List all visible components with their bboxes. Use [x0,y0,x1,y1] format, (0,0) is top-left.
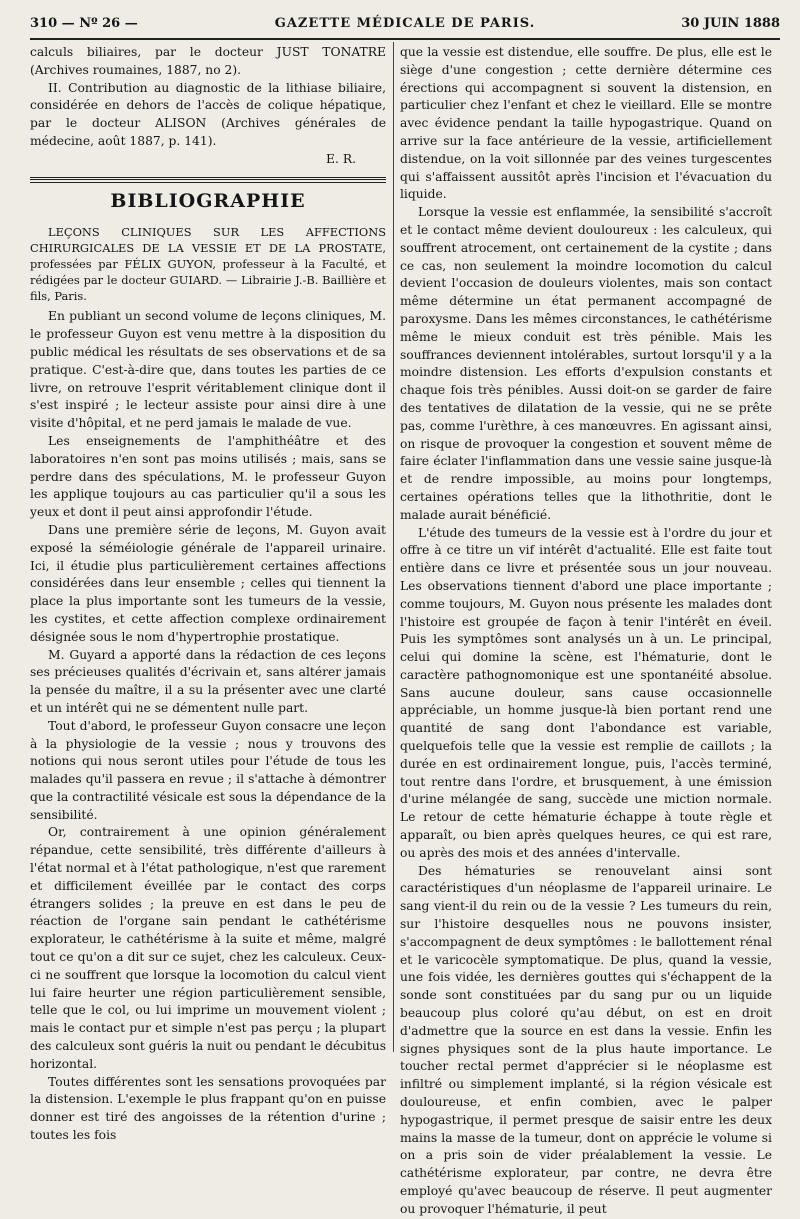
reference-1: calculs biliaires, par le docteur JUST TONATRE (Archives roumaines, 1887, no 2). [30,45,386,77]
paragraph: Dans une première série de leçons, M. Guyon avait exposé la séméiologie générale de l'appareil urinaire. Ici, il étudie plus particulièrement certaines affections considérées dans leur ensemble ; celles qui tiennent la place la plus importante sont les tumeurs de la vessie, les cystites, et cette affection complexe ordinairement désignée sous le nom d'hypertrophie prostatique. [30,522,386,644]
section-title: BIBLIOGRAPHIE [110,189,306,212]
left-column [30,44,386,1145]
paragraph: L'étude des tumeurs de la vessie est à l'ordre du jour et offre à ce titre un vif intérêt d'actualité. Elle est faite tout entière dans ce livre et présentée sous un jour nouveau. Les observations tiennent d'abord une place importante ; comme toujours, M. Guyon nous présente les malades dont l'histoire est groupée de façon à tenir l'intérêt en éveil. Puis les symptômes sont analysés un à un. Le principal, celui qui domine la scène, est l'hématurie, dont le caractère pathognomonique est une spontanéité absolue. Sans aucune douleur, sans cause occasionnelle appréciable, un homme jusque-là bien portant rend une quantité de sang dont l'abondance est variable, quelquefois telle que la vessie est remplie de caillots ; la durée en est ordinairement longue, puis, l'accès terminé, tout rentre dans l'ordre, et brusquement, à une émission d'urine mélangée de sang, succède une miction normale. Le retour de cette hématurie échappe à toute règle et apparaît, ou bien après quelques heures, ce qui est rare, ou après des mois et des années d'intervalle. [400,525,772,860]
issue-date: 30 JUIN 1888 [681,16,780,31]
paragraph: Des hématuries se renouvelant ainsi sont caractéristiques d'un néoplasme de l'appareil urinaire. Le sang vient-il du rein ou de la vessie ? Les tumeurs du rein, sur l'histoire desquelles nous ne pouvons insister, s'accompagnent de deux symptômes : le ballottement rénal et le varicocèle symptomatique. De plus, quand la vessie, une fois vidée, les dernières gouttes qui s'échappent de la sonde sont constituées par du sang pur ou un liquide beaucoup plus coloré qu'au début, on est en droit d'admettre que la source en est dans la vessie. Enfin les signes physiques sont de la plus haute importance. Le toucher rectal permet d'apprécier si le néoplasme est infiltré ou simplement implanté, si la région vésicale est douloureuse, et enfin combien, avec le palper hypogastrique, il permet presque de saisir entre les deux mains la masse de la tumeur, dont on apprécie le volume si on a pris soin de vider préalablement la vessie. Le cathétérisme explorateur, par contre, ne devra être employé qu'avec beaucoup de réserve. Il peut augmenter ou provoquer l'hématurie, il peut [400,863,772,1216]
journal-title: GAZETTE MÉDICALE DE PARIS. [274,16,536,31]
column-divider [393,42,394,1052]
paragraph: Les enseignements de l'amphithéâtre et des laboratoires n'en sont pas moins utilisés ; mais, sans se perdre dans des spéculations, M. le professeur Guyon les applique toujours au cas particulier qu'il a sous les yeux et dont il peut ainsi approfondir l'étude. [30,433,386,520]
signature: E. R. [326,151,356,166]
page-header [30,16,780,36]
right-column [400,44,772,1219]
paragraph: que la vessie est distendue, elle souffre. De plus, elle est le siège d'une congestion ; cette dernière détermine ces érections qui accompagnent si souvent la distension, en particulier chez l'enfant et chez le vieillard. Elle se montre avec évidence pendant la taille hypogastrique. Quand on arrive sur la face antérieure de la vessie, artificiellement distendue, on la voit sillonnée par des veines turgescentes qui s'affaissent aussitôt après l'incision et l'évacuation du liquide. [400,45,772,202]
reference-2: II. Contribution au diagnostic de la lithiase biliaire, considérée en dehors de l'accès de colique hépatique, par le docteur ALISON (Archives générales de médecine, août 1887, p. 141). [30,80,386,148]
section-rule [30,177,386,183]
paragraph: Toutes différentes sont les sensations provoquées par la distension. L'exemple le plus frappant qu'on en puisse donner est tiré des angoisses de la rétention d'urine ; toutes les fois [30,1074,386,1143]
book-reference: LEÇONS CLINIQUES SUR LES AFFECTIONS CHIRURGICALES DE LA VESSIE ET DE LA PROSTATE, professées par FÉLIX GUYON, professeur à la Faculté, et rédigées par le docteur GUIARD. — Librairie J.-B. Baillière et fils, Paris. [30,225,386,304]
paragraph: Lorsque la vessie est enflammée, la sensibilité s'accroît et le contact même devient douloureux : les calculeux, qui souffrent atrocement, ont certainement de la cystite ; dans ce cas, non seulement la moindre locomotion du calcul devient l'occasion de douleurs violentes, mais son contact même détermine un état permanent accompagné de paroxysme. Dans les mêmes circonstances, le cathétérisme même le mieux conduit est très pénible. Mais les souffrances deviennent intolérables, surtout lorsqu'il y a la moindre distension. Les efforts d'expulsion constants et chaque fois très pénibles. Aussi doit-on se garder de faire des tentatives de dilatation de la vessie, qui ne se prête pas, comme l'urèthre, à ces manœuvres. En agissant ainsi, on risque de provoquer la congestion et souvent même de faire éclater l'inflammation dans une vessie saine jusque-là et de rendre impossible, au moins pour longtemps, certaines opérations telles que la lithothritie, dont le malade aurait bénéficié. [400,205,772,522]
page-number: 310 — Nº 26 — [30,16,138,31]
header-rule [30,38,780,40]
paragraph: M. Guyard a apporté dans la rédaction de ces leçons ses précieuses qualités d'écrivain et, sans altérer jamais la pensée du maître, il a su la présenter avec une clarté et un intérêt qui ne se démentent nulle part. [30,647,386,715]
paragraph: En publiant un second volume de leçons cliniques, M. le professeur Guyon est venu mettre à la disposition du public médical les résultats de ses observations et de sa pratique. C'est-à-dire que, dans toutes les parties de ce livre, on retrouve l'esprit véritablement clinique dont il s'est inspiré ; le lecteur assiste pour ainsi dire à une visite d'hôpital, et ne perd jamais le malade de vue. [30,309,386,431]
paragraph: Or, contrairement à une opinion généralement répandue, cette sensibilité, très différente d'ailleurs à l'état normal et à l'état pathologique, n'est que rarement et difficilement éveillée par le contact des corps étrangers solides ; la preuve en est dans le peu de réaction de l'organe sain pendant le cathétérisme explorateur, le cathétérisme à la suite et même, malgré tout ce qu'on a dit sur ce sujet, chez les calculeux. Ceux-ci ne souffrent que lorsque la locomotion du calcul vient lui faire heurter une région particulièrement sensible, telle que le col, ou lui imprime un mouvement violent ; mais le contact pur et simple n'est pas perçu ; la plupart des calculeux sont guéris la nuit ou pendant le décubitus horizontal. [30,825,387,1071]
paragraph: Tout d'abord, le professeur Guyon consacre une leçon à la physiologie de la vessie ; nous y trouvons des notions qui nous seront utiles pour l'étude de tous les malades qu'il passera en revue ; il s'attache à démontrer que la contractilité vésicale est sous la dépendance de la sensibilité. [30,718,386,822]
